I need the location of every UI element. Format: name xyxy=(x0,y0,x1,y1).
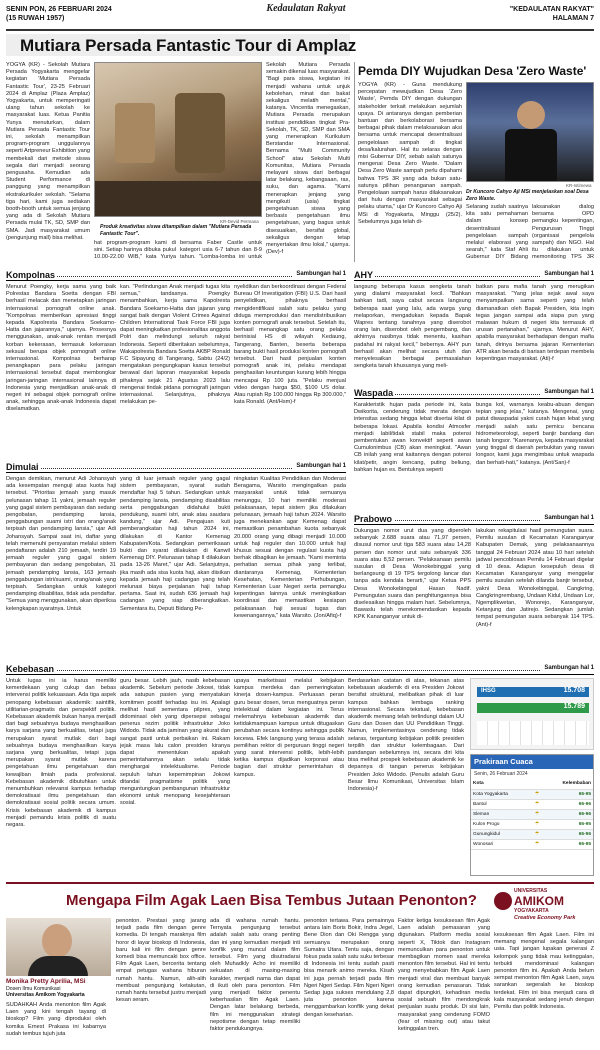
author-name: Monika Pretty Aprilia, MSi xyxy=(6,978,86,985)
logo-name: AMIKOM xyxy=(514,894,564,908)
dimulai-col1: Dengan demikian, menurut Adi Johansyah ada kesempatan menguji atas kuota haji tersebut. "Prioritas jemaah yang masuk pelunasan tahap 11 yakni, jemaah reguler yang gagal sistem pembayaran dan sedang pengobatan, pendamping lansia, penggabungan suami istri dan orang/anak terpisah dan pendamping lansia," ujar Adi Johansyah. Sampai saat ini, daftar yang telah memenuhi persyaratan melalui sistem pendaftaran adalah 210 jemaah, terdiri 19 jemaah reguler yang gagal sistem pembayaran dan sedang pengobatan, 31 jemaah pendamping lansia, 163 jemaah penggabungan istri/suami, orang/anak yang terpisah. Sedangkan untuk kategori pendamping disabilitas, tidak ada pendaftar. "Semua yang menggunakan, akan diperiksa kelengkapan syaratnya. Untuk xyxy=(6,476,116,612)
photo-credit: KR-Istimewa xyxy=(566,183,592,188)
rain-cloud-icon: ☂ xyxy=(531,809,544,819)
masthead-page: "KEDAULATAN RAKYAT" HALAMAN 7 xyxy=(509,6,594,22)
table-row xyxy=(471,839,593,849)
advertorial-col5: kesuksesan film Agak Laen. Film ini memang mengenal segala kalangan usia. Tapi jangan lupakan generasi Z kelompok yang tidak mau ketinggalan, terbukti mendominasi kalangan penonton film ini. Apakah Anda belum sempat menonton film Agak Laen, saya sarankan segeralah ke bioskop terdekat. Film ini bisa menjadi cara di kala masyarakat sedang jenuh dengan Pemilu dan politik Indonesia. xyxy=(494,932,594,1011)
humidity-cell: 65-95 xyxy=(543,819,593,829)
story2-headline: Pemda DIY Wujudkan Desa 'Zero Waste' xyxy=(358,64,587,78)
weather-date: Senin, 26 Februari 2024 xyxy=(474,771,528,777)
market-grid xyxy=(477,721,589,745)
rain-cloud-icon: ☂ xyxy=(531,839,544,849)
photo-credit: KR-Devid Permana xyxy=(220,219,259,224)
logo-city: YOGYAKARTA xyxy=(514,908,549,914)
photo-shape xyxy=(42,924,72,958)
story1-col1: YOGYA (KR) - Sekolah Mutiara Persada Yogyakarta menggelar kegiatan 'Mutiara Persada Fantastic Tour', 23-25 Februari 2024 di Amplaz (Plaza Amplaz) Yogyakarta, untuk memperingati ulang tahun sekolah ke masyarakat luas. Ketua Panitia Yunya menuturkan, dalam Mutiara Persada Fantastic Tour ini, sekolah menampilkan program-program unggulannya seperti Artpreneur Exhibition yang membekali dari metode siswa segala dari menjadi seorang pengusaha. Kemudian ada Student Performance di panggung yang menampilkan ekstrakurikuler sekolah. "Selama tiga hari, kami juga sediakan booth-booth untuk semua jenjang yang ada di Sekolah Mutiara Persada mulai TK, SD, SMP dan SMA. Jadi masyarakat umum (pengunjung mall) bisa melihat. xyxy=(6,62,90,241)
ahy-col2: batkan para mafia tanah yang merugikan masyarakat. "Yang jelas sejak awal saya menyampaikan sama seperti yang telah diamanatkan oleh Bapak Presiden, kita ingin tegas jangan sampai ada siapa pun yang malawan hukum di negeri kita termasuk di urusan pertanahan," ujarnya. Menurut AHY, apabila masyarakat berhadapan dengan mafia tanah, dirinya bersama jajaran Kementerian ATR akan berada di barisan terdepan membela kepentingan masyarakat. (Ati)-f xyxy=(476,284,594,363)
continuation-label: Sambungan hal 1 xyxy=(541,665,594,671)
story2-col3: laksanakan dialog bersama OPD pemangku kepentingan, Pengurusan Tinggi (organisasi pengelola sampah) dan NGO. Hal itu dilakukan untuk memonitoring TPS 3R xyxy=(532,204,594,260)
ahy-col1: langsung beberapa kasus sengketa tanah yang dialami masyarakat kecil. "Bahkan bahkan tadi, saya cabut secara langsung beberapa saat yang lalu, ada warga yang melaporkan, mengadukan kepada Bapak Wapres tentang tanahnya yang diserobot orang lain, diserobot oleh pengembang, dan akhirnya nasibnya tidak menentu, kasihan padahal ini rakyat kecil," bebernya. AHY pun berhasil akan melihat secara utuh dan menyelesaikan berbagai permasalahan sengketa tanah khususnya yang meli- xyxy=(354,284,471,370)
section-kebebasan xyxy=(6,664,594,675)
section-title: Dimulai xyxy=(6,462,39,472)
section-kompolnas xyxy=(6,270,346,281)
story1-col4: Sekolah Mutiara Persada semakin dikenal luas masyarakat. "Bagi para siswa, kegiatan ini menjadi wahana untuk unjuk kebolehan, minat dan bakat sekaligus melatih mental," katanya. Vincentia menegaskan, Mutiara Persada merupakan institusi pendidikan tingkat Pra-Sekolah, TK, SD, SMP dan SMA yang menerapkan Kurikulum Berstandar Internasional. Bernama "Multi Community School" atau Sekolah Multi Komunitas, Mutiara Persada melayani siswa dari berbagai latar belakang, kebangsaan, ras, suku, dan agama. "Kami menerapkan jenjang yang mengikuti (usia) tingkat pengetahuan siswa yang berbasis pengetahuan ilmu pengetahuan, yang bagus untuk disesuaikan, bersifat global, sekaligus dengan tetap menyertakan ilmu lokal," ujarnya. (Dev)-f xyxy=(266,62,350,256)
story1-col2: hat program-program kami di sini. Setiap harinya dibuka pukul 10.00-22.00 WIB," kata Yuriya xyxy=(94,240,176,260)
weather-title: Prakiraan Cuaca xyxy=(471,755,593,769)
advertorial-col2: ada di wahana rumah hantu. Ternyata pengunjung tersebut adalah salah satu orang penting dan ini yang kemudian menjadi inti konflik yang muncul dalam film tersebut. Film yang disutradarai oleh Muhadkly Acho ini memiliki sekuatan di masing-masing karakter, menjadi nama dan dapat di ikuti oleh para penonton. Film yang menjadi faktor penentu keberhasilan film Agak Laen. Dengan latar belakang berbeda, film ini menggunakan strategi nepotisme dengan tetap memiliki faktor pendukungnya. xyxy=(210,918,300,1033)
table-row xyxy=(471,819,593,829)
advertorial-col4: Faktor ketiga kesuksesan film Agak Laen adalah pemasaran yang digunakan. Platform media sosial seperti X, Tiktok dan Instagram memunculkan para penonton untuk membagikan momen saat mereka menonton film tersebut. Hal ini tentu yang menyebabkan film Agak Laen menjadi viral dan membuat banyak orang kemudian penasaran. Tidak dapat dipungkiri, kehadiran media sosial sebuah film mendongkrak penjualan suatu produk. Di sisi lain, masyarakat yang cenderung FOMO (fear of missing out) atau takut ketinggalan tren. xyxy=(398,918,490,1033)
city-cell: Gunungkidul xyxy=(471,829,531,839)
section-title: Prabowo xyxy=(354,514,393,524)
table-row xyxy=(471,799,593,809)
newspaper-logo: Kedaulatan Rakyat xyxy=(266,3,346,14)
kompolnas-col1: Menurut Poengky, kerja sama yang baik Polrestas Bandara Soetta dengan FBI berhasil melacak dan menetapkan jaringan internasional pornografi online anak. "Kompolnas memberikan apresiasi tinggi kepada Kapolresta Bandara Soekarno-Hatta dan jajarannya," ujarnya. Prosesnya menggunakan, anak-anak rentan menjadi korban kekerasan, termasuk kekerasan seksual berupa objek pornografi online internasional. Kompolnas berharap penangkapan para pelaku jaringan internasional tersebut dapat membongkar jaringan-jaringan internasional lainnya di Indonesia yang menjadikan anak-anak di negeri ini sebagai objek pornografi online anak, sehingga anak-anak Indonesia dapat diselamatkan. xyxy=(6,284,116,413)
advertorial-intro: SUDAHKAH Anda menonton film Agak Laen yang kini tengah tayang di bioskop? Film yang diproduksi oleh komika Ernest Prakasa ini kabarnya sudah tembus tujuh juta xyxy=(6,1002,106,1037)
advertorial xyxy=(6,882,594,1046)
prabowo-col1: Dukungan nomor urut dua yang diperoleh sebanyak 2.688 suara atau 71,97 persen, disusul nomor urut tiga 583 suara atau 14,28 persen dan nomor urut satu sebanyak 336 suara atau 8,52 persen. "Pelaksanaan pemilu susulan di Desa Wonokebinggal yang berlangsung di 19 TPS tergolong lancar dan tanpa ada kendala berarti," ujar Ketua PPS Desa Wonokebinggal Hasan Nadif. Pemungutan suara dan penghitungannya bisa diselesaikan hingga malam hari. Sebelumnya, Bawaslu telah merekomendasikan kepada KPK Kananganyar untuk di- xyxy=(354,528,471,621)
kebebasan-col3: upaya marketisasi melalui kebijakan kampus merdeka dan pemeringkatan kinerja dosen-kampus. Perluasan peran guru besar dosen, terus menguatnya peran intelektual dalam kegiatan ini. Terus melemahnya kebebasan akademik dan ketidakmampuan kampus untuk ditugaskan perubahan secara kontinyu sehingga publik kecewa. Efek langsung yang terasa adalah pemilihan rektor di perguruan tinggi negeri yang sarat intervensi politik, lebih-lebih ketika kampus dijadikan korporasi atau bagian dari struktur pemerintahan di kampus. xyxy=(234,678,344,778)
story1-headline: Mutiara Persada Fantastic Tour di Amplaz xyxy=(20,36,357,55)
section-title: Waspada xyxy=(354,388,394,398)
section-title: Kebebasan xyxy=(6,664,55,674)
dimulai-col2: yang di luar jemaah reguler yang gagal sistem pembayaran, syarat sudah mendaftar haji 5 tahun. Sedangkan untuk pendamping lansia, pendamping disabilitas serta penggabungan didahului bukti pendukung, suami istri, anak atau saudara kandung," ujar Adi. Pengajuan kuti pemberangkatan haji tahun 2024 ini, dilakukan di Kantor Kemenag Kabupaten/Kota. Sedangkan pemeriksaan bukti dan syarat dilakukan di Kanwil Kemenag DIY. Pelunasan tahap II dilakukan pada 13-26 Maret," ujar Adi. Selanjutnya, jika masih ada sisa kuota haji, akan diisikan kepada jemaah haji cadangan yang telah melunasi biaya perjalanan haji tahap pertama. Saat ini, sudah 636 jemaah haji cadangan yang siap diberangkatkan. Sementara itu, Deputi Bidang Pe- xyxy=(120,476,230,612)
humidity-cell: 65-95 xyxy=(543,839,593,849)
rain-cloud-icon: ☂ xyxy=(531,799,544,809)
kompolnas-col3: nyelidikan dan berkoordinasi dengan Federal Bureau Of Investigation (FBI) U.S. Dari hasil penyelidikan, pihaknya berhasil mengidentifikasi salah satu pelaku yang diduga memproduksi dan mendistribusikan konten pornografi anak tersebut. Setelah itu, berhasil menangkap satu orang pelaku berinisial HS di wilayah Kedaung, Tangerang, Banten, beserta beberapa barang bukti hasil produksi konten pornografi tersebut. Dari hasil penjualan konten pornografi anak ini, pelaku mendapat penghasilan keuntungan kurang lebih hingga mencapai Rp 100 juta. "Pelaku menjual video dengan harga $50, $100 US dolar. Atau rupiah Rp 100.000 hingga Rp 300.000," kata Ronald. (Ant/Hsm)-f xyxy=(234,284,346,406)
continuation-label: Sambungan hal 1 xyxy=(541,389,594,395)
author-role: Dosen Ilmu Komunikasi xyxy=(6,986,61,992)
continuation-label: Sambungan hal 1 xyxy=(541,515,594,521)
kebebasan-col4: Berdasarkan catatan di atas, tekanan atas kebebasan akademik di era Presiden Jokowi bersifat struktural, melibatkan pihak di luar kampus bahkan lembaga ranking internasional. Secara tekstual, kebebasan akademik memang telah terlindungi dalam UU Guru dan Dosen dan UU Pendidikan Tinggi. Namun, implementasinya cenderung tidak selaras, tergantung kebijakan politik presiden terpilih dan struktur kelembagaan. Dari pandangan sebelumnya ini, secara diri kita bisa melihat prospek kebebasan akademik ke depannya di tangan penerus kebijakan Presiden Joko Widodo. (Penulis adalah Guru Besar Ilmu Komunikasi, Universitas Islam Indonesia)-f xyxy=(348,678,464,793)
humidity-cell: 65-96 xyxy=(543,799,593,809)
amikom-emblem-icon xyxy=(494,892,512,910)
section-dimulai xyxy=(6,462,346,473)
continuation-label: Sambungan hal 1 xyxy=(293,271,346,277)
table-row xyxy=(471,789,593,799)
story2-col1: YOGYA (KR) - Guna mendukung percepatan mewujudkan Desa 'Zero Waste', Pemda DIY dengan dukungan stakeholder terkait melakukan sejumlah upaya. Di antaranya dengan pemberian bantuan dan berkolaborasi bersama berbagai pihak dalam melaksanakan aksi bersama untuk mencapai desentralisasi pengelolaan sampah di tingkat desa/kalurahan. Hal itu selaras dengan misi Gubernur DIY, sebab salah satunya mengenai Desa Zero Waste. "Dalam Desa Zero Waste sampah perlu dipahami bahwa TPS 3R yang ada bukan satu-satunya pilihan penanganan sampah. Pengelolaan sampah harus dilaksanakan dari hulu dengan masyarakat sebagai pelaku utama," ujar Dr Kuncoro Cahyo Aji MSi di Yogyakarta, Minggu (25/2). Sebelumnya juga telah di- xyxy=(358,82,462,225)
city-cell: Kota Yogyakarta xyxy=(471,789,531,799)
header-rule xyxy=(6,29,594,31)
continuation-label: Sambungan hal 1 xyxy=(541,271,594,277)
advertorial-col3: penonton tertawa. Para pemainnya antara lain Boris Bokir, Indra Jegel, Bene Dion dan Oki Rengga yang semuanya merupakan orang Sumatra Utara. Tentu saja, dengan fokus pada salah satu suku terbesar di Indonesia ini tentu sudah pasti bisa menarik animo mereka. Kisah ini juga pernah terjadi pada film Ngeri Ngeri Sedap. Film Ngeri Ngeri Sedap juga sukses mendulang 2,8 juta penonton karena menggambarkan konflik yang dekat dengan keseharian. xyxy=(304,918,394,1018)
photo-shape xyxy=(175,93,225,173)
kebebasan-col1: Untuk lugas ini ia harus memiliki kemerdekaan yang cukup dan bebas intervensi politik kekuasaan. Ada tiga aspek penopang kebebasan akademik: saintifik, utilitarian-pragmatis dan perspektif politik. Kebebasan akademik bukan hanya menjadi dari bagi sebuahnya budaya menghasilkan karya sarjana yang berkualitas, tetapi juga merupakan syarat mutlak dari bagi sebuahnya budaya menghasilkan karya sarjana yang berkualitas, tetapi juga merupakan syarat mutlak karena pengetahuan ilmu pengetahuan dan kewajiban ilmiah pada profesional. Kebebasan akademik dibutuhkan untuk menumbuhkan relevansi kampus terhadap demokratisasi ilmu pengetahuan dan demokratisasi sosial politik secara umum. Krisis kebebasan akademik di kampus menjadi pemandu krisis politik di suatu negara. xyxy=(6,678,116,829)
market-value: 15.789 xyxy=(563,703,585,710)
market-label: IHSG xyxy=(481,688,496,694)
weather-table xyxy=(471,779,593,850)
section-title: Kompolnas xyxy=(6,270,56,280)
section-ahy xyxy=(354,270,594,281)
story1-caption: Produk kreativitas siswa ditampilkan dalam "Mutiara Persada Fantastic Tour". xyxy=(100,224,252,237)
advertorial-col1: penonton. Prestasi yang jarang terjadi pada film dengan genre komedia. Di tengah maraknya film horor di layar bioskop di Indonesia, baru kali ini film dengan genre komedi bisa memuncaki box office. Film Agak Laen, bercerita tentang empat petugas wahana hiburan rumah hantu. Namun, alih-alih membuat pengunjung ketakutan, rumah hantu tersebut justru menjadi kesan seram. xyxy=(116,918,206,1004)
humidity-cell: 65-96 xyxy=(543,809,593,819)
photo-shape xyxy=(517,101,545,129)
header-cell: Kota xyxy=(471,779,531,789)
story1-col3: bersama Faber Castle untuk kategori usia 6-7 tahun dan 8-9 tahun. "Lomba-lomba ini untuk xyxy=(180,240,262,260)
section-dots xyxy=(6,670,594,671)
city-cell: Wonosari xyxy=(471,839,531,849)
weather-icon-cell xyxy=(531,779,544,789)
market-graphic xyxy=(470,678,594,750)
header-cell: Kelembaban xyxy=(543,779,593,789)
advertorial-headline: Mengapa Film Agak Laen Bisa Tembus Jutaan Penonton? xyxy=(66,892,477,909)
city-cell: Bantul xyxy=(471,799,531,809)
photo-shape xyxy=(505,129,557,182)
logo-tagline: Creative Economy Park xyxy=(514,915,576,921)
humidity-cell: 65-96 xyxy=(543,829,593,839)
author-university: Universitas Amikom Yogyakarta xyxy=(6,992,85,998)
section-waspada xyxy=(354,388,594,399)
table-row xyxy=(471,829,593,839)
photo-shape xyxy=(95,181,261,216)
logo-top: UNIVERSITAS xyxy=(514,888,548,894)
rain-cloud-icon: ☂ xyxy=(531,819,544,829)
photo-shape xyxy=(115,103,155,163)
table-header xyxy=(471,779,593,789)
waspada-col1: Karakteristik hujan pada periode ini, kata Dwikorita, cenderung tidak merata dengan intensitas sedang hingga lebat disertai kilat di beberapa lokasi. Apabila kondisi Atmosfer menjadi labil/tidak stabil maka potensi pembentukan awan konvektif seperti awan Cumulonimbus (CB) akan meningkat. "Awan CB inilah yang erat kaitannya dengan potensi kilat/petir, angin kencang, puting beliung, bahkan hujan es. Bentuknya seperti xyxy=(354,402,471,473)
city-cell: Sleman xyxy=(471,809,531,819)
kompolnas-col2: kan. "Perlindungan Anak menjadi tugas kita semua," tandasnya. Poengky menambahkan, kerja sama Kapolresta Bandara Soekarno-Hatta dan jajaran yang sangat baik dengan Violent Crimes Against Children International Task Force FBI juga dapat meningkatkan profesionalitas anggota Polri dan melindungi seluruh rakyat Indonesia. Seperti diberitakan sebelumnya, Wakapolresta Bandara Soetta AKBP Ronald F.C Sipayung di Tangerang, Sabtu (24/2) mengatakan pengungkapan kasus tersebut berawal dari laporan masyarakat kepada pihaknya sejak 21 Agustus 2023 lalu mengenai tindak pidana pornografi jaringan internasional. Selanjutnya, pihaknya melakukan pe- xyxy=(120,284,230,406)
table-row xyxy=(471,809,593,819)
masthead xyxy=(6,4,594,28)
market-value: 15.708 xyxy=(563,687,585,694)
amikom-logo xyxy=(494,888,594,928)
city-cell: Kulon Progo xyxy=(471,819,531,829)
story2-col2: Selarang sudah saatnya kita satu pemahaman dalam konsep desentralisasi pengelolaan sampah melalui elaborasi yang searah," kata Staf Ahli Gubernur DIY Bidang xyxy=(466,204,528,260)
continuation-label: Sambungan hal 1 xyxy=(293,463,346,469)
masthead-date: SENIN PON, 26 FEBRUARI 2024 (15 RUWAH 1957) xyxy=(6,6,112,22)
dimulai-col3: ningkatan Kualitas Pendidikan dan Moderasi Beragama, Warsito mengingatkan pada masyarakat untuk tidak semuanya menunggu, 10 hari memiliki moderasi pelaksanaan, tepat sistem jika dilakukan pelunasan, jemaah haji tahun 2024. Warsito juga menekankan agar Kemenag dapat memastikan penambahan kuota sebanyak 20.000 orang yang dibagi menjadi 10.000 untuk haji reguler dan 10.000 untuk haji khusus sesuai dengan regulasi kuota haji berhak dibagikan ke jemaah. "Kami meminta perhatian semua pihak yang terlibat, diantaranya Kemenag, Kementerian Kesehatan, Kementerian Perhubungan, Kementerian Luar Negeri serta pemangku kepentingan lainnya untuk meningkatkan koordinasi dan memastikan kesiapan pelaksanaan haji sesuai tugas dan kewenangannya," kata Warsito. (Jon/Afiq)-f xyxy=(234,476,346,619)
waspada-col2: bunga kol, warnanya keabu-abuan dengan tepian yang jelas," katanya. Mengenai, yang patut diwaspadai yakni curah hujan lebat yang menjadi salah satu pemicu bencana hidrometeorologi, seperti banjir bandang dan tanah longsor. "Karenanya, kepada masyarakat yang tinggal di daerah perbukitan yang rawan longsor, kami juga mengimbau untuk waspada dan berhati-hati," katanya. (Ant/San)-f xyxy=(476,402,594,466)
section-title: AHY xyxy=(354,270,374,280)
weather-box xyxy=(470,754,594,876)
prabowo-col2: lakukan rekapitulasi hasil pemungutan suara. Pemilu susulan di Kecamatan Karanganyar Kabupaten Demak, yang pelaksanaannya tanggal 24 Februari 2024 atau 10 hari setelah jadwal pencoblosan Pemilu 14 Februari digelar di 10 desa. Adapun kesepuluh desa di Kecamatan Karanganyar yang menggelar pemilu susulan setelah dilanda banjir tersebut, yakni Desa Wonokebinggal, Cangkring, Cangkringrembang, Undaan Kidul, Undaan Lor, Ngemplikwetan, Wonorejo, Karanganyar, Ketanjung dan Jatirejo. Sedangkan jumlah tempat pemungutan suara sebanyak 114 TPS. (Ant)-f xyxy=(476,528,594,628)
column-divider xyxy=(354,62,355,262)
story2-caption: Dr Kuncoro Cahyo Aji MSi menjelaskan soal Desa Zero Waste. xyxy=(466,189,589,202)
photo-shape xyxy=(28,956,88,976)
story2-photo xyxy=(466,82,594,182)
rain-cloud-icon: ☂ xyxy=(531,829,544,839)
story1-photo xyxy=(94,62,262,217)
section-prabowo xyxy=(354,514,594,525)
kebebasan-col2: guru besar. Lebih jauh, nasib kebebasan akademik. Sebelum periode Jokowi, tidak ada satupun pasien yang menyatakan komitmen positif terhadap isu ini. Apalagi melihat hasil sementara pilpres, yang didominasi oleh yang dipersepsi sebagai penerus rezim politik infrastruktur Joko Widodo. Tidak ada jaminan yang akurat dan sangat pasti untuk perbaikan ini. Rakam jejak masa lalu calon presiden kiranya dapat menentukan apakah pemerintahannya akan selalu tidak menghargai intelektualisme. Periode sepuluh tahun kepemimpinan Jokowi ditandai pragmatisme politik yang menguntungkan pembangunan infrastruktur ekonomi untuk menopang kesejahteraan sosial. xyxy=(120,678,230,807)
rain-cloud-icon: ☂ xyxy=(531,789,544,799)
humidity-cell: 65-95 xyxy=(543,789,593,799)
author-photo xyxy=(6,918,111,976)
